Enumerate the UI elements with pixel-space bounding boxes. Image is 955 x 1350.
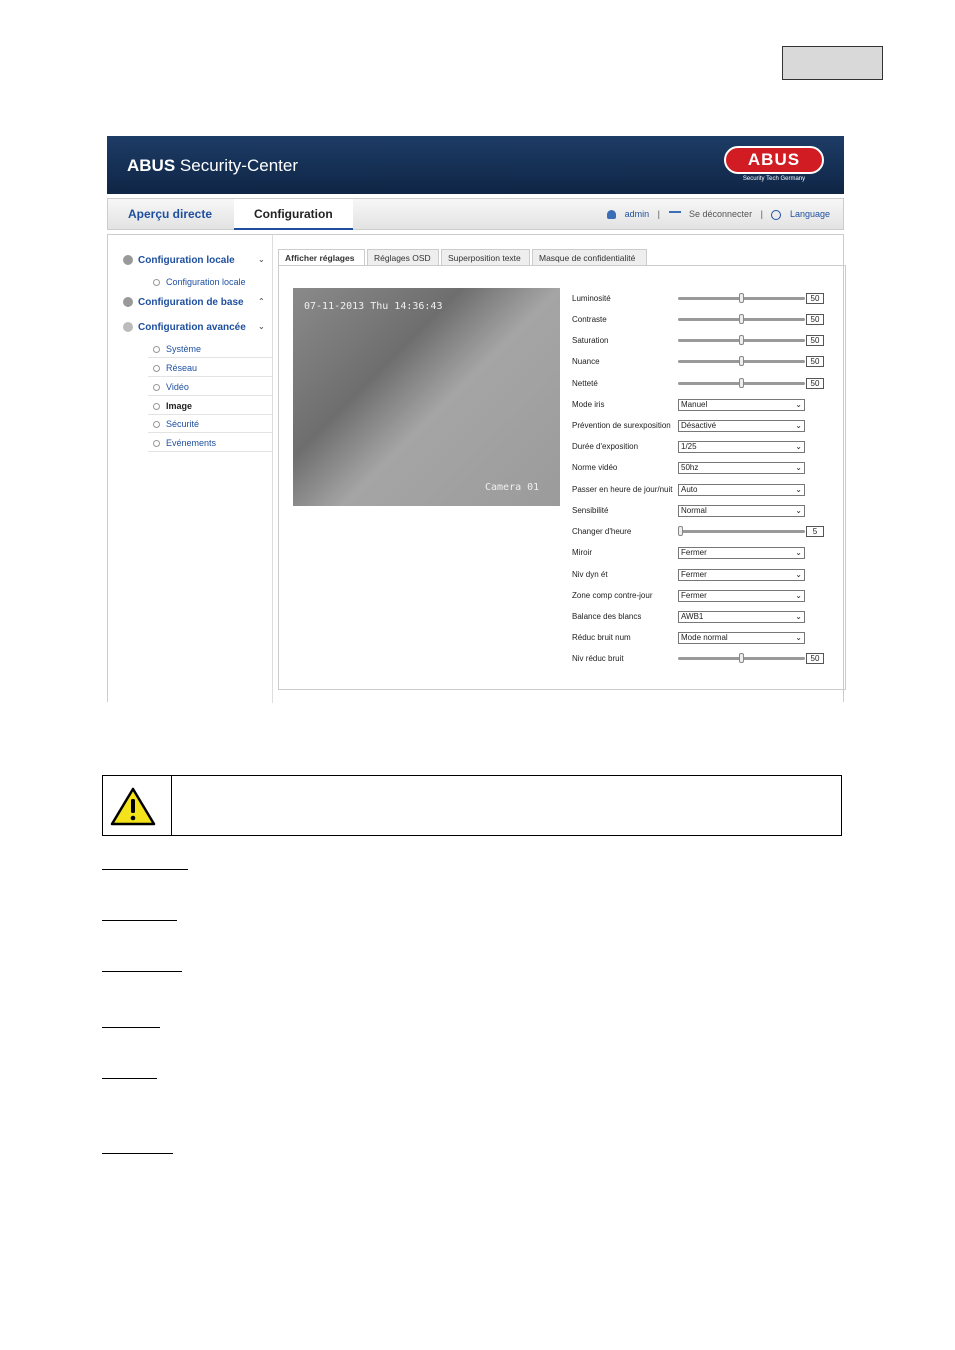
slider-nettete[interactable] [678,382,805,385]
sidebar-item-reseau[interactable]: Réseau [153,363,197,373]
sidebar-item-local-config[interactable]: Configuration locale [153,277,246,287]
tab-live-view[interactable]: Aperçu directe [128,207,213,221]
user-link[interactable]: admin [624,209,650,219]
label-luminosite: Luminosité [572,294,611,303]
top-nav [107,198,844,230]
warning-box [102,775,842,836]
label-jour-nuit: Passer en heure de jour/nuit [572,485,673,494]
page-number-box [782,46,883,80]
sidebar-section-basic-config[interactable]: Configuration de base ⌃ [123,297,244,308]
slider-handle[interactable] [739,378,744,388]
select-duree-exposition[interactable]: 1/25 ⌄ [678,441,805,453]
chevron-down-icon: ⌄ [258,322,265,331]
bullet-icon [153,365,160,372]
separator: | [657,209,660,219]
bullet-icon [153,279,160,286]
sidebar-item-securite[interactable]: Sécurité [153,419,199,429]
chevron-down-icon: ⌄ [795,548,802,557]
app-header [107,136,844,194]
sidebar [108,235,273,703]
slider-handle[interactable] [739,335,744,345]
label-balance-blancs: Balance des blancs [572,612,642,621]
tab-display-settings[interactable]: Afficher réglages [278,249,365,266]
slider-handle[interactable] [739,314,744,324]
gear-icon [123,255,133,265]
bullet-icon [153,403,160,410]
divider [148,414,272,415]
chevron-down-icon: ⌄ [795,506,802,515]
chevron-down-icon: ⌄ [795,570,802,579]
divider [148,432,272,433]
chevron-down-icon: ⌄ [795,463,802,472]
chevron-down-icon: ⌄ [795,421,802,430]
select-zone-comp[interactable]: Fermer ⌄ [678,590,805,602]
select-mode-iris[interactable]: Manuel ⌄ [678,399,805,411]
slider-contraste[interactable] [678,318,805,321]
slider-nuance[interactable] [678,360,805,363]
value-nuance[interactable]: 50 [806,356,824,367]
select-miroir[interactable]: Fermer ⌄ [678,547,805,559]
divider [148,376,272,377]
separator: | [760,209,763,219]
chevron-down-icon: ⌄ [258,255,265,264]
tab-configuration[interactable]: Configuration [234,199,353,230]
select-prevention-surexposition[interactable]: Désactivé ⌄ [678,420,805,432]
language-link[interactable]: Language [789,209,830,219]
gear-icon [123,297,133,307]
slider-handle[interactable] [678,526,683,536]
underline-decoration [102,920,177,921]
slider-handle[interactable] [739,653,744,663]
video-camera-name: Camera 01 [485,482,540,493]
globe-icon [771,210,781,220]
tab-osd-settings[interactable]: Réglages OSD [367,249,439,266]
warning-divider [171,776,172,835]
underline-decoration [102,1153,173,1154]
label-duree-exposition: Durée d'exposition [572,442,639,451]
app-title: ABUS Security-Center [127,156,298,175]
screenshot-frame [107,136,845,702]
chevron-down-icon: ⌄ [795,485,802,494]
slider-luminosite[interactable] [678,297,805,300]
label-niv-reduc-bruit: Niv réduc bruit [572,654,624,663]
sidebar-section-local-config[interactable]: Configuration locale ⌄ [123,255,235,266]
label-zone-comp: Zone comp contre-jour [572,591,653,600]
slider-handle[interactable] [739,293,744,303]
value-changer-heure[interactable]: 5 [806,526,824,537]
tab-privacy-mask[interactable]: Masque de confidentialité [532,249,647,266]
abus-logo: ABUS [724,146,824,174]
label-mode-iris: Mode iris [572,400,605,409]
user-icon [607,210,616,219]
tab-text-overlay[interactable]: Superposition texte [441,249,530,266]
chevron-up-icon: ⌃ [258,297,265,306]
slider-niv-reduc-bruit[interactable] [678,657,805,660]
sidebar-section-advanced-config[interactable]: Configuration avancée ⌄ [123,322,246,333]
select-reduc-bruit[interactable]: Mode normal ⌄ [678,632,805,644]
chevron-down-icon: ⌄ [795,442,802,451]
wrench-icon [123,322,133,332]
label-saturation: Saturation [572,336,609,345]
main-content [107,234,844,702]
logo-tagline: Security Tech Germany [742,176,806,182]
bullet-icon [153,384,160,391]
label-prevention-surexposition: Prévention de surexposition [572,421,671,430]
underline-decoration [102,869,188,870]
value-contraste[interactable]: 50 [806,314,824,325]
value-nettete[interactable]: 50 [806,378,824,389]
slider-handle[interactable] [739,356,744,366]
select-norme-video[interactable]: 50hz ⌄ [678,462,805,474]
divider [148,451,272,452]
slider-saturation[interactable] [678,339,805,342]
chevron-down-icon: ⌄ [795,591,802,600]
logout-icon [669,211,681,219]
select-niv-dyn[interactable]: Fermer ⌄ [678,569,805,581]
bullet-icon [153,421,160,428]
label-nuance: Nuance [572,357,600,366]
video-timestamp: 07-11-2013 Thu 14:36:43 [304,301,443,312]
sidebar-item-image[interactable]: Image [153,401,192,411]
value-luminosite[interactable]: 50 [806,293,824,304]
select-jour-nuit[interactable]: Auto ⌄ [678,484,805,496]
label-reduc-bruit: Réduc bruit num [572,633,631,642]
logout-link[interactable]: Se déconnecter [689,209,753,219]
label-nettete: Netteté [572,379,598,388]
chevron-down-icon: ⌄ [795,612,802,621]
bullet-icon [153,440,160,447]
user-links [604,199,833,230]
slider-changer-heure[interactable] [678,530,805,533]
sidebar-item-video[interactable]: Vidéo [153,382,189,392]
sidebar-item-systeme[interactable]: Système [153,344,201,354]
select-balance-blancs[interactable]: AWB1 ⌄ [678,611,805,623]
divider [148,395,272,396]
label-sensibilite: Sensibilité [572,506,609,515]
video-preview [293,288,560,506]
bullet-icon [153,346,160,353]
underline-decoration [102,1027,160,1028]
label-changer-heure: Changer d'heure [572,527,632,536]
divider [148,357,272,358]
label-contraste: Contraste [572,315,607,324]
value-niv-reduc-bruit[interactable]: 50 [806,653,824,664]
label-niv-dyn: Niv dyn ét [572,570,608,579]
select-sensibilite[interactable]: Normal ⌄ [678,505,805,517]
label-miroir: Miroir [572,548,592,557]
chevron-down-icon: ⌄ [795,633,802,642]
value-saturation[interactable]: 50 [806,335,824,346]
chevron-down-icon: ⌄ [795,400,802,409]
underline-decoration [102,971,182,972]
sidebar-item-evenements[interactable]: Evénements [153,438,216,448]
warning-icon [110,786,156,826]
label-norme-video: Norme vidéo [572,463,618,472]
underline-decoration [102,1078,157,1079]
